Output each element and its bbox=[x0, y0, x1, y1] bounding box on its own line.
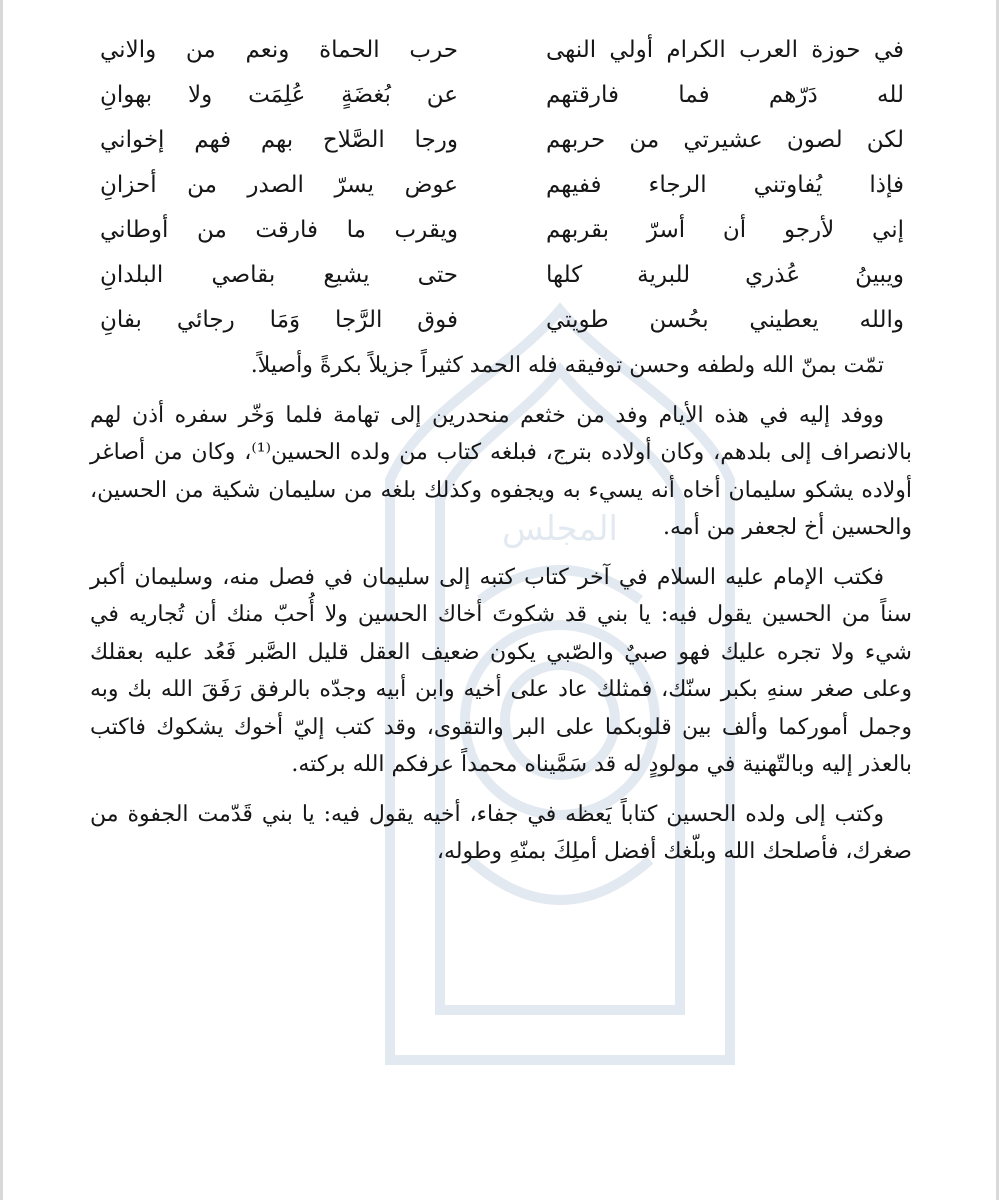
paragraph-closing-praise: تمّت بمنّ الله ولطفه وحسن توفيقه فله الحمد كثيراً جزيلاً بكرةً وأصيلاً. bbox=[250, 353, 884, 378]
poem-hemistich: في حوزة العرب الكرام أولي النهى bbox=[546, 37, 904, 63]
poem-hemistich: إني لأرجو أن أسرّ بقربهم bbox=[546, 217, 904, 243]
poem-hemistich: حتى يشيع بقاصي البلدانِ bbox=[100, 262, 458, 288]
poem-hemistich: والله يعطيني بحُسن طويتي bbox=[546, 307, 904, 333]
poem-hemistich: لكن لصون عشيرتي من حربهم bbox=[546, 127, 904, 153]
paragraph-letter-to-husayn: وكتب إلى ولده الحسين كتاباً يَعظه في جفاء، أخيه يقول فيه: يا بني قَدّمت الجفوة من صغرك، فأصلحك الله وبلّغك أفضل أملِكَ بمنّهِ وطوله، bbox=[90, 801, 912, 864]
poem-left-column bbox=[90, 28, 458, 343]
prose-body bbox=[90, 347, 912, 871]
poem-block bbox=[90, 0, 912, 343]
poem-right-column bbox=[546, 28, 912, 343]
svg-text:المجلس: المجلس bbox=[501, 509, 619, 549]
poem-hemistich: ويقرب ما فارقت من أوطاني bbox=[100, 217, 458, 243]
book-page bbox=[90, 0, 912, 883]
paragraph-khatham-delegation: ووفد إليه في هذه الأيام وفد من خثعم منحدرين إلى تهامة فلما وَخّر سفره أذن لهم بالانصراف إلى بلدهم، وكان أولاده بترج، فبلغه كتاب من ولده الحسين⁽¹⁾، وكان من أصاغر أولاده يشكو سليمان أخاه أنه يسيء به ويجفوه وكذلك بلغه من سليمان شكية من الحسين، والحسين أخ لجعفر من أمه. bbox=[90, 402, 912, 540]
page-edge-left bbox=[0, 0, 3, 1200]
poem-hemistich: حرب الحماة ونعم من والاني bbox=[100, 37, 458, 63]
poem-hemistich: عن بُغضَةٍ عُلِمَت ولا بهوانِ bbox=[100, 82, 458, 108]
poem-hemistich: ويبينُ عُذري للبرية كلها bbox=[546, 262, 904, 288]
poem-hemistich: فإذا يُفاوتني الرجاء ففيهم bbox=[546, 172, 904, 198]
poem-hemistich: فوق الرَّجا وَمَا رجائي بفانِ bbox=[100, 307, 458, 333]
poem-hemistich: لله دَرّهم فما فارقتهم bbox=[546, 82, 904, 108]
paragraph-letter-to-sulayman: فكتب الإمام عليه السلام في آخر كتاب كتبه إلى سليمان في فصل منه، وسليمان أكبر سناً من الحسين يقول فيه: يا بني قد شكوتَ أخاك الحسين ولا أُحبّ منك أن تُجاريه في شيء ولا تجره عليك فهو صبيٌ والصّبي يكون ضعيف العقل قليل الصَّبر فَعُد عليه بعقلك وعلى صغر سنهِ بكبر سنّك، فمثلك عاد على أخيه وابن أبيه وجدّه بالرفق رَفَقَ الله بك وبه وجمل أموركما وألف بين قلوبكما على البر والتقوى، وقد كتب إليّ أخوك يشكوك فاكتب بالعذر إليه وبالتّهنية في مولودٍ له قد سَمَّيناه محمداً عرفكم الله بركته. bbox=[90, 564, 912, 777]
poem-hemistich: ورجا الصَّلاح بهم فهم إخواني bbox=[100, 127, 458, 153]
poem-hemistich: عوض يسرّ الصدر من أحزانِ bbox=[100, 172, 458, 198]
